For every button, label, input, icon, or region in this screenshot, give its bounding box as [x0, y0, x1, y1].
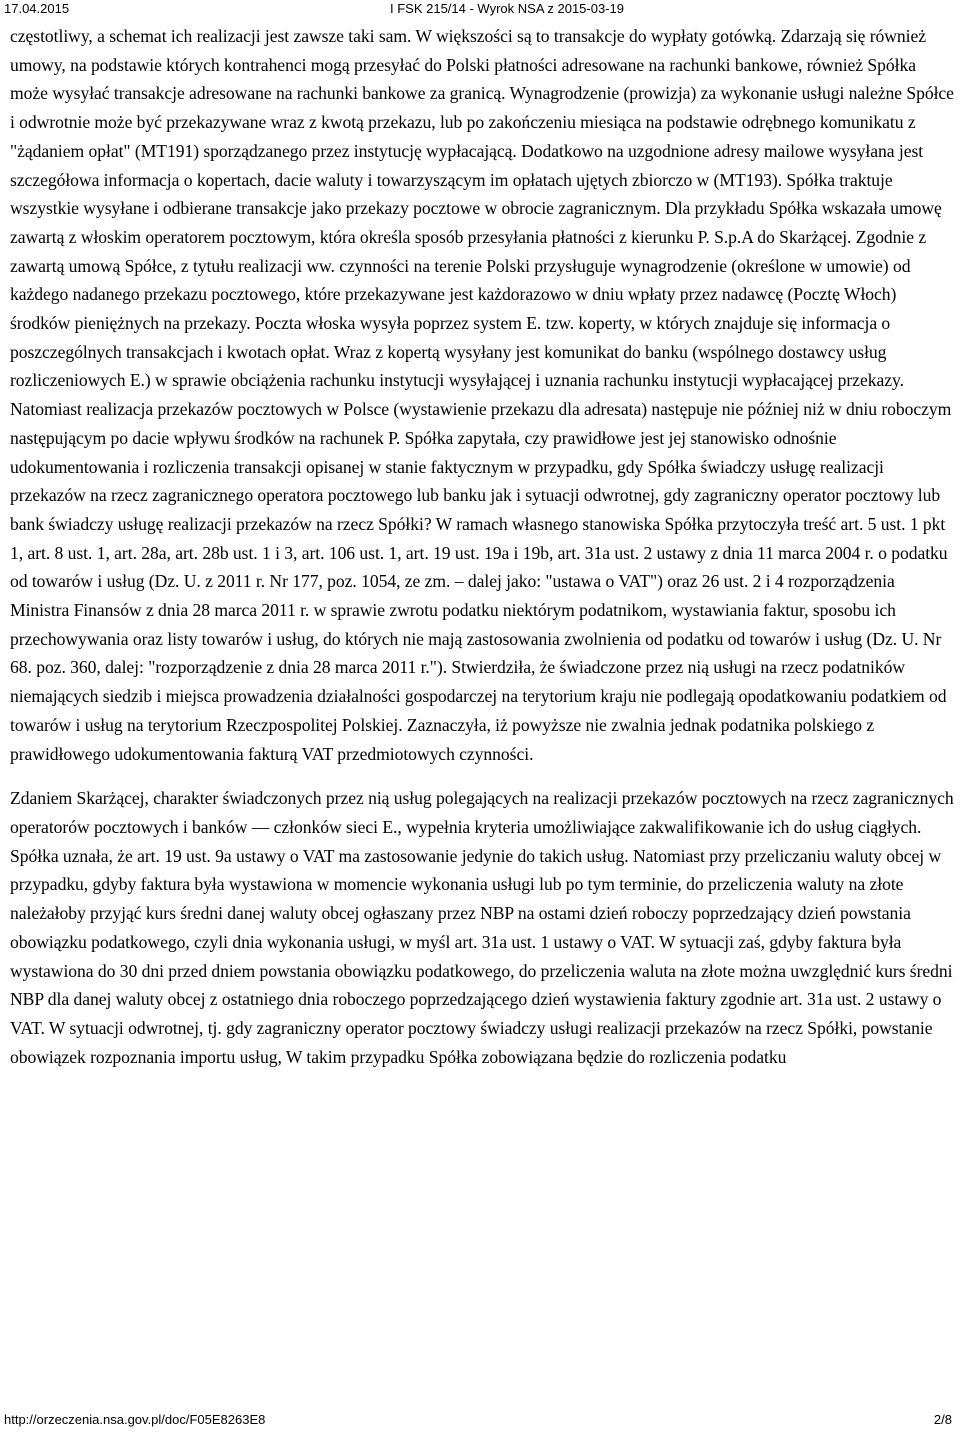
print-date: 17.04.2015 — [4, 1, 70, 16]
paragraph-2: Zdaniem Skarżącej, charakter świadczonych przez nią usług polegających na realizacji przekazów pocztowych na rzecz zagranicznych operatorów pocztowych i banków — członków sieci E., wypełnia kryteria umożliwiające zakwalifikowanie ich do usług ciągłych. Spółka uznała, że art. 19 ust. 9a ustawy o VAT ma zastosowanie jedynie do takich usług. Natomiast przy przeliczaniu waluty obcej w przypadku, gdyby faktura była wystawiona w momencie wykonania usługi lub po tym terminie, do przeliczenia waluty na złote należałoby przyjąć kurs średni danej waluty obcej ogłaszany przez NBP na ostami dzień roboczy poprzedzający dzień powstania obowiązku podatkowego, czyli dnia wykonania usługi, w myśl art. 31a ust. 1 ustawy o VAT. W sytuacji zaś, gdyby faktura była wystawiona do 30 dni przed dniem powstania obowiązku podatkowego, do przeliczenia waluta na złote można uwzględnić kurs średni NBP dla danej waluty obcej z ostatniego dnia roboczego poprzedzającego dzień wystawienia faktury zgodnie art. 31a ust. 2 ustawy o VAT. W sytuacji odwrotnej, tj. gdy zagraniczny operator pocztowy świadczy usługi realizacji przekazów na rzecz Spółki, powstanie obowiązek rozpoznania importu usług, W takim przypadku Spółka zobowiązana będzie do rozliczenia podatku — [10, 788, 954, 1067]
paragraph-1: częstotliwy, a schemat ich realizacji jest zawsze taki sam. W większości są to transakcje do wypłaty gotówką. Zdarzają się również umowy, na podstawie których kontrahenci mogą przesyłać do Polski płatności adresowane na rachunki bankowe, również Spółka może wysyłać transakcje adresowane na rachunki bankowe za granicą. Wynagrodzenie (prowizja) za wykonanie usługi należne Spółce i odwrotnie może być przekazywane wraz z kwotą przekazu, lub po zakończeniu miesiąca na podstawie odrębnego komunikatu z "żądaniem opłat" (MT191) sporządzanego przez instytucję wypłacającą. Dodatkowo na uzgodnione adresy mailowe wysyłana jest szczegółowa informacja o kopertach, dacie waluty i towarzyszącym im opłatach ujętych zbiorczo w (MT193). Spółka traktuje wszystkie wysyłane i odbierane transakcje jako przekazy pocztowe w obrocie zagranicznym. Dla przykładu Spółka wskazała umowę zawartą z włoskim operatorem pocztowym, która określa sposób przesyłania płatności z kierunku P. S.p.A do Skarżącej. Zgodnie z zawartą umową Spółce, z tytułu realizacji ww. czynności na terenie Polski przysługuje wynagrodzenie (określone w umowie) od każdego nadanego przekazu pocztowego, które przekazywane jest każdorazowo w dniu wpłaty przez nadawcę (Pocztę Włoch) środków pieniężnych na przekazy. Poczta włoska wysyła poprzez system E. tzw. koperty, w których znajduje się informacja o poszczególnych transakcjach i kwotach opłat. Wraz z kopertą wysyłany jest komunikat do banku (wspólnego dostawcy usług rozliczeniowych E.) w sprawie obciążenia rachunku instytucji wysyłającej i uznania rachunku instytucji wypłacającej przekazy. Natomiast realizacja przekazów pocztowych w Polsce (wystawienie przekazu dla adresata) następuje nie później niż w dniu roboczym następującym po dacie wpływu środków na rachunek P. Spółka zapytała, czy prawidłowe jest jej stanowisko odnośnie udokumentowania i rozliczenia transakcji opisanej w stanie faktycznym w przypadku, gdy Spółka świadczy usługę realizacji przekazów na rzecz zagranicznego operatora pocztowego lub banku jak i sytuacji odwrotnej, gdy zagraniczny operator pocztowy lub bank świadczy usługę realizacji przekazów na rzecz Spółki? W ramach własnego stanowiska Spółka przytoczyła treść art. 5 ust. 1 pkt 1, art. 8 ust. 1, art. 28a, art. 28b ust. 1 i 3, art. 106 ust. 1, art. 19 ust. 19a i 19b, art. 31a ust. 2 ustawy z dnia 11 marca 2004 r. o podatku od towarów i usług (Dz. U. z 2011 r. Nr 177, poz. 1054, ze zm. – dalej jako: "ustawa o VAT") oraz 26 ust. 2 i 4 rozporządzenia Ministra Finansów z dnia 28 marca 2011 r. w sprawie zwrotu podatku niektórym podatnikom, wystawiania faktur, sposobu ich przechowywania oraz listy towarów i usług, do których nie mają zastosowania zwolnienia od podatku od towarów i usług (Dz. U. Nr 68. poz. 360, dalej: "rozporządzenie z dnia 28 marca 2011 r."). Stwierdziła, że świadczone przez nią usługi na rzecz podatników niemających siedzib i miejsca prowadzenia działalności gospodarczej na terytorium kraju nie podlegają opodatkowaniu podatkiem od towarów i usług na terytorium Rzeczpospolitej Polskiej. Zaznaczyła, iż powyższe nie zwalnia jednak podatnika polskiego z prawidłowego udokumentowania fakturą VAT przedmiotowych czynności. — [10, 26, 954, 764]
page-number: 2/8 — [933, 1412, 952, 1427]
print-footer — [0, 1412, 960, 1432]
print-url: http://orzeczenia.nsa.gov.pl/doc/F05E8263E8 — [4, 1412, 266, 1427]
print-page-title: I FSK 215/14 - Wyrok NSA z 2015-03-19 — [390, 1, 624, 16]
document-body — [10, 22, 956, 1071]
print-header — [0, 0, 960, 22]
